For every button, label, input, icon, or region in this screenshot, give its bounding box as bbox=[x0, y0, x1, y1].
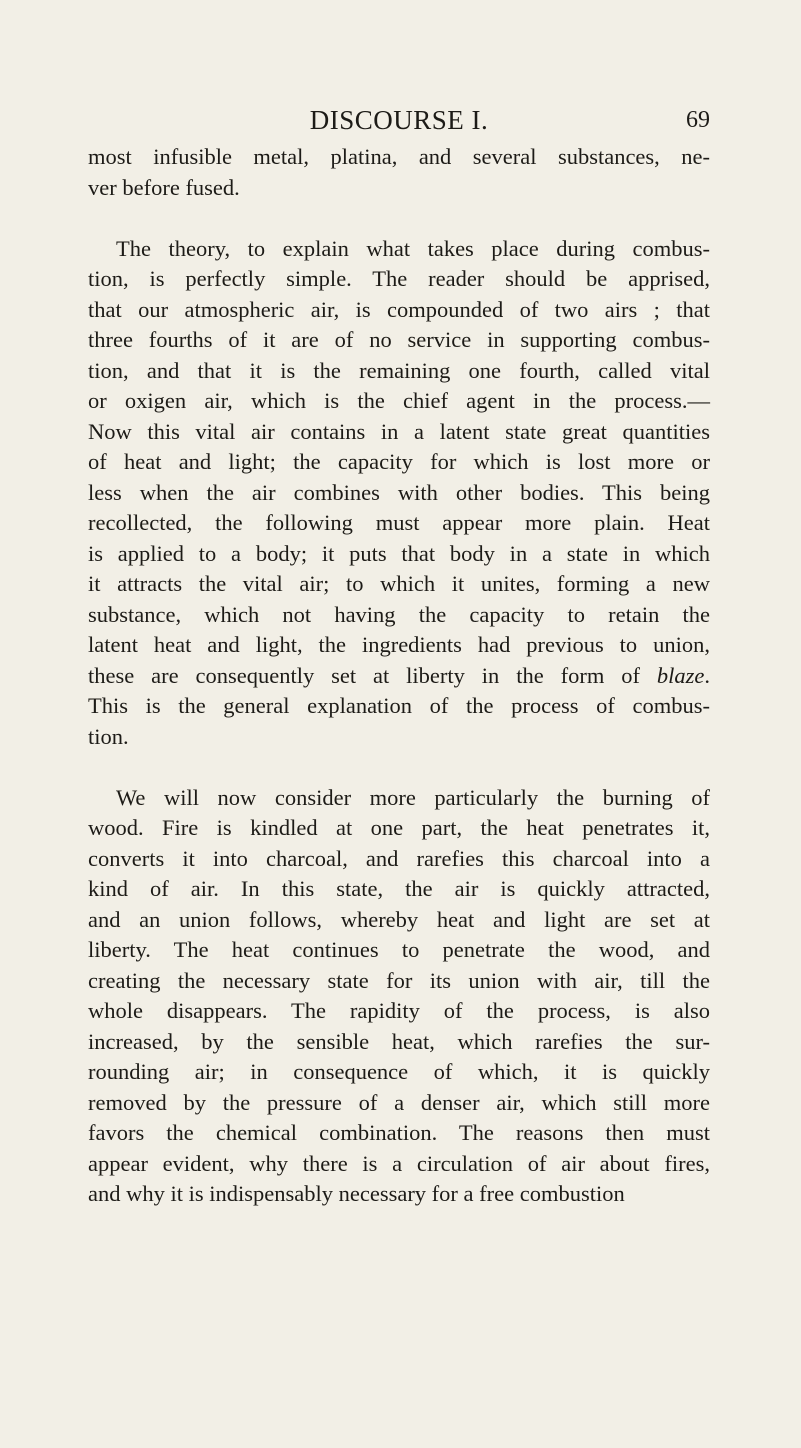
text-line: or oxigen air, which is the chief agent in the process.— bbox=[88, 388, 710, 413]
text-line: ver before fused. bbox=[88, 174, 240, 200]
text-line: wood. Fire is kindled at one part, the heat penetrates it, bbox=[88, 815, 710, 840]
running-title: DISCOURSE I. bbox=[309, 105, 489, 135]
paragraph-1 bbox=[88, 142, 710, 203]
text-line: tion, and that it is the remaining one fourth, called vital bbox=[88, 357, 710, 383]
text-line: these are consequently set at liberty in the form of blaze. bbox=[88, 662, 710, 688]
text-line: favors the chemical combination. The reasons then must bbox=[88, 1120, 710, 1145]
text-line: and an union follows, whereby heat and light are set at bbox=[88, 906, 710, 932]
text-line: three fourths of it are of no service in supporting combus- bbox=[88, 327, 710, 352]
text-line: rounding air; in consequence of which, it is quickly bbox=[88, 1059, 710, 1084]
text-line: tion. bbox=[88, 723, 129, 749]
running-head bbox=[88, 100, 710, 140]
text-line: creating the necessary state for its union with air, till the bbox=[88, 967, 710, 993]
text-line: Now this vital air contains in a latent state great quantities bbox=[88, 418, 710, 444]
text-line: and why it is indispensably necessary for a free combustion bbox=[88, 1181, 625, 1206]
text-line: kind of air. In this state, the air is quickly attracted, bbox=[88, 876, 710, 901]
text-line: tion, is perfectly simple. The reader should be apprised, bbox=[88, 266, 710, 291]
page-number: 69 bbox=[686, 107, 710, 133]
text-line: latent heat and light, the ingredients had previous to union, bbox=[88, 632, 710, 657]
text-line: less when the air combines with other bodies. This being bbox=[88, 479, 710, 505]
text-line: This is the general explanation of the process of combus- bbox=[88, 693, 710, 718]
text-line: liberty. The heat continues to penetrate the wood, and bbox=[88, 937, 710, 962]
text-line: removed by the pressure of a denser air, which still more bbox=[88, 1089, 710, 1115]
text-line: most infusible metal, platina, and several substances, ne- bbox=[88, 144, 710, 169]
text-line: it attracts the vital air; to which it unites, forming a new bbox=[88, 571, 710, 596]
paragraph-2 bbox=[88, 234, 710, 753]
text-line: that our atmospheric air, is compounded of two airs ; that bbox=[88, 296, 710, 322]
paragraph-3 bbox=[88, 783, 710, 1210]
text-line: increased, by the sensible heat, which rarefies the sur- bbox=[88, 1028, 710, 1054]
text-line: We will now consider more particularly the burning of bbox=[116, 784, 710, 810]
text-line: substance, which not having the capacity to retain the bbox=[88, 601, 710, 627]
text-line: The theory, to explain what takes place during combus- bbox=[116, 235, 710, 261]
text-line: recollected, the following must appear more plain. Heat bbox=[88, 510, 710, 535]
body-text bbox=[88, 142, 710, 1210]
emphasized-word: blaze bbox=[656, 662, 705, 688]
text-line: appear evident, why there is a circulation of air about fires, bbox=[88, 1150, 710, 1176]
text-line: of heat and light; the capacity for which is lost more or bbox=[88, 449, 710, 474]
text-line: is applied to a body; it puts that body in a state in which bbox=[88, 540, 710, 566]
text-line: converts it into charcoal, and rarefies this charcoal into a bbox=[88, 845, 710, 871]
text-line: whole disappears. The rapidity of the process, is also bbox=[88, 998, 710, 1023]
